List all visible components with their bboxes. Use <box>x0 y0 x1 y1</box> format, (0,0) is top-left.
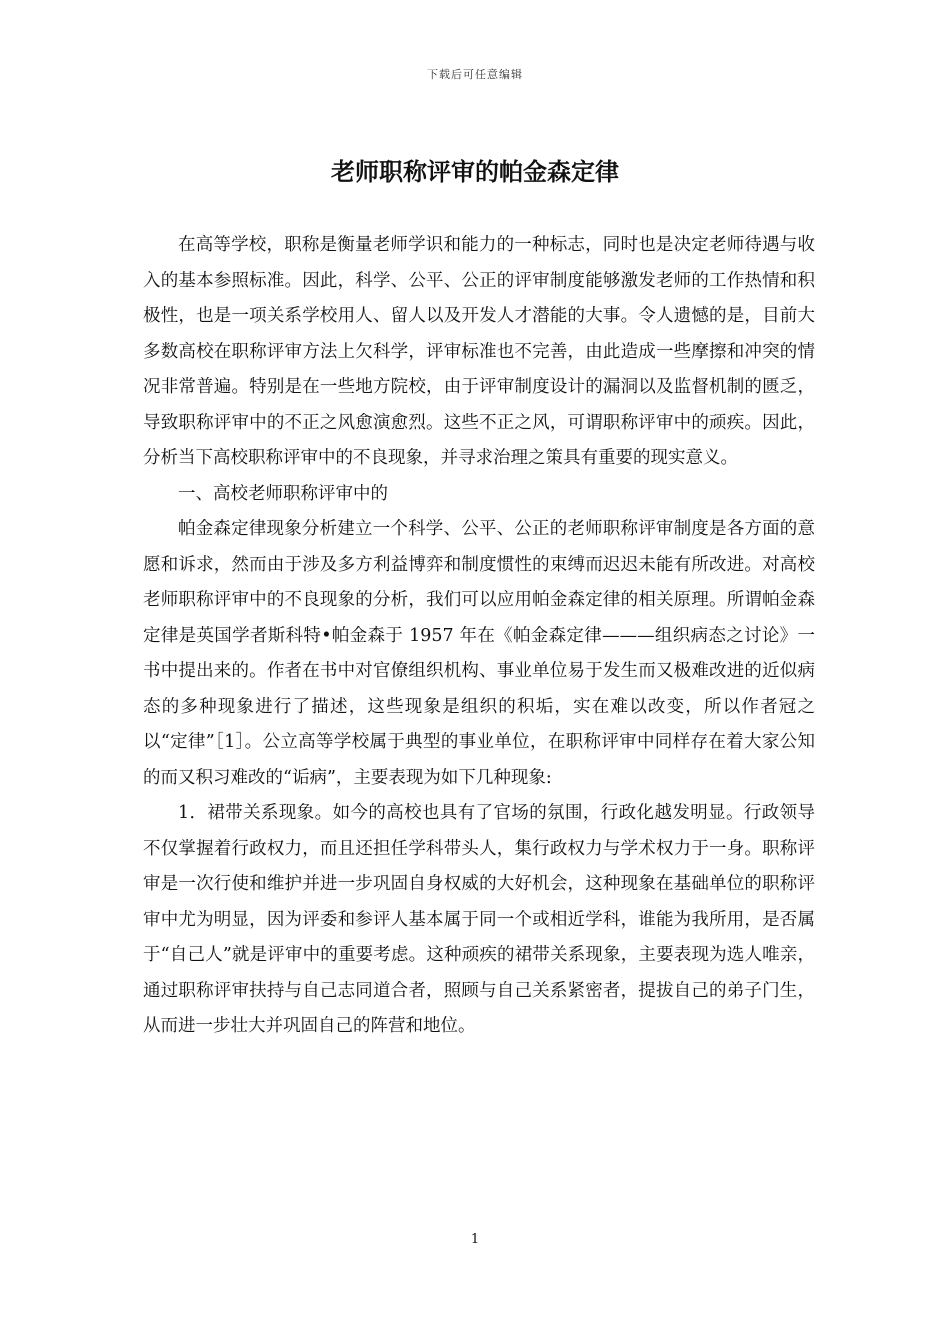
paragraph-intro: 在高等学校，职称是衡量老师学识和能力的一种标志，同时也是决定老师待遇与收入的基本参照标准。因此，科学、公平、公正的评审制度能够激发老师的工作热情和积极性，也是一项关系学校用人、留人以及开发人才潜能的大事。令人遗憾的是，目前大多数高校在职称评审方法上欠科学，评审标准也不完善，由此造成一些摩擦和冲突的情况非常普遍。特别是在一些地方院校，由于评审制度设计的漏洞以及监督机制的匮乏，导致职称评审中的不正之风愈演愈烈。这些不正之风，可谓职称评审中的顽疾。因此，分析当下高校职称评审中的不良现象，并寻求治理之策具有重要的现实意义。 <box>143 235 815 468</box>
page-number: 1 <box>470 1232 480 1247</box>
header-note: 下载后可任意编辑 <box>427 68 523 81</box>
paragraph-nepotism: 1．裙带关系现象。如今的高校也具有了官场的氛围，行政化越发明显。行政领导不仅掌握着行政权力，而且还担任学科带头人，集行政权力与学术权力于一身。职称评审是一次行使和维护并进一步巩固自身权威的大好机会，这种现象在基础单位的职称评审中尤为明显，因为评委和参评人基本属于同一个或相近学科，谁能为我所用，是否属于“自己人”就是评审中的重要考虑。这种顽疾的裙带关系现象，主要表现为选人唯亲，通过职称评审扶持与自己志同道合者，照顾与自己关系紧密者，提拔自己的弟子门生，从而进一步壮大并巩固自己的阵营和地位。 <box>143 803 815 1036</box>
section-heading: 一、高校老师职称评审中的 <box>178 483 388 504</box>
paragraph-parkinson-law: 帕金森定律现象分析建立一个科学、公平、公正的老师职称评审制度是各方面的意愿和诉求，然而由于涉及多方利益博弈和制度惯性的束缚而迟迟未能有所改进。对高校老师职称评审中的不良现象的分析，我们可以应用帕金森定律的相关原理。所谓帕金森定律是英国学者斯科特•帕金森于 1957 年在《帕金森定律———组织病态之讨论》一书中提出来的。作者在书中对官僚组织机构、事业单位易于发生而又极难改进的近似病态的多种现象进行了描述，这些现象是组织的积垢，实在难以改变，所以作者冠之以“定律”［1］。公立高等学校属于典型的事业单位，在职称评审中同样存在着大家公知的而又积习难改的“诟病”，主要表现为如下几种现象: <box>143 519 815 788</box>
document-title: 老师职称评审的帕金森定律 <box>331 158 619 186</box>
document-body <box>143 228 815 1045</box>
